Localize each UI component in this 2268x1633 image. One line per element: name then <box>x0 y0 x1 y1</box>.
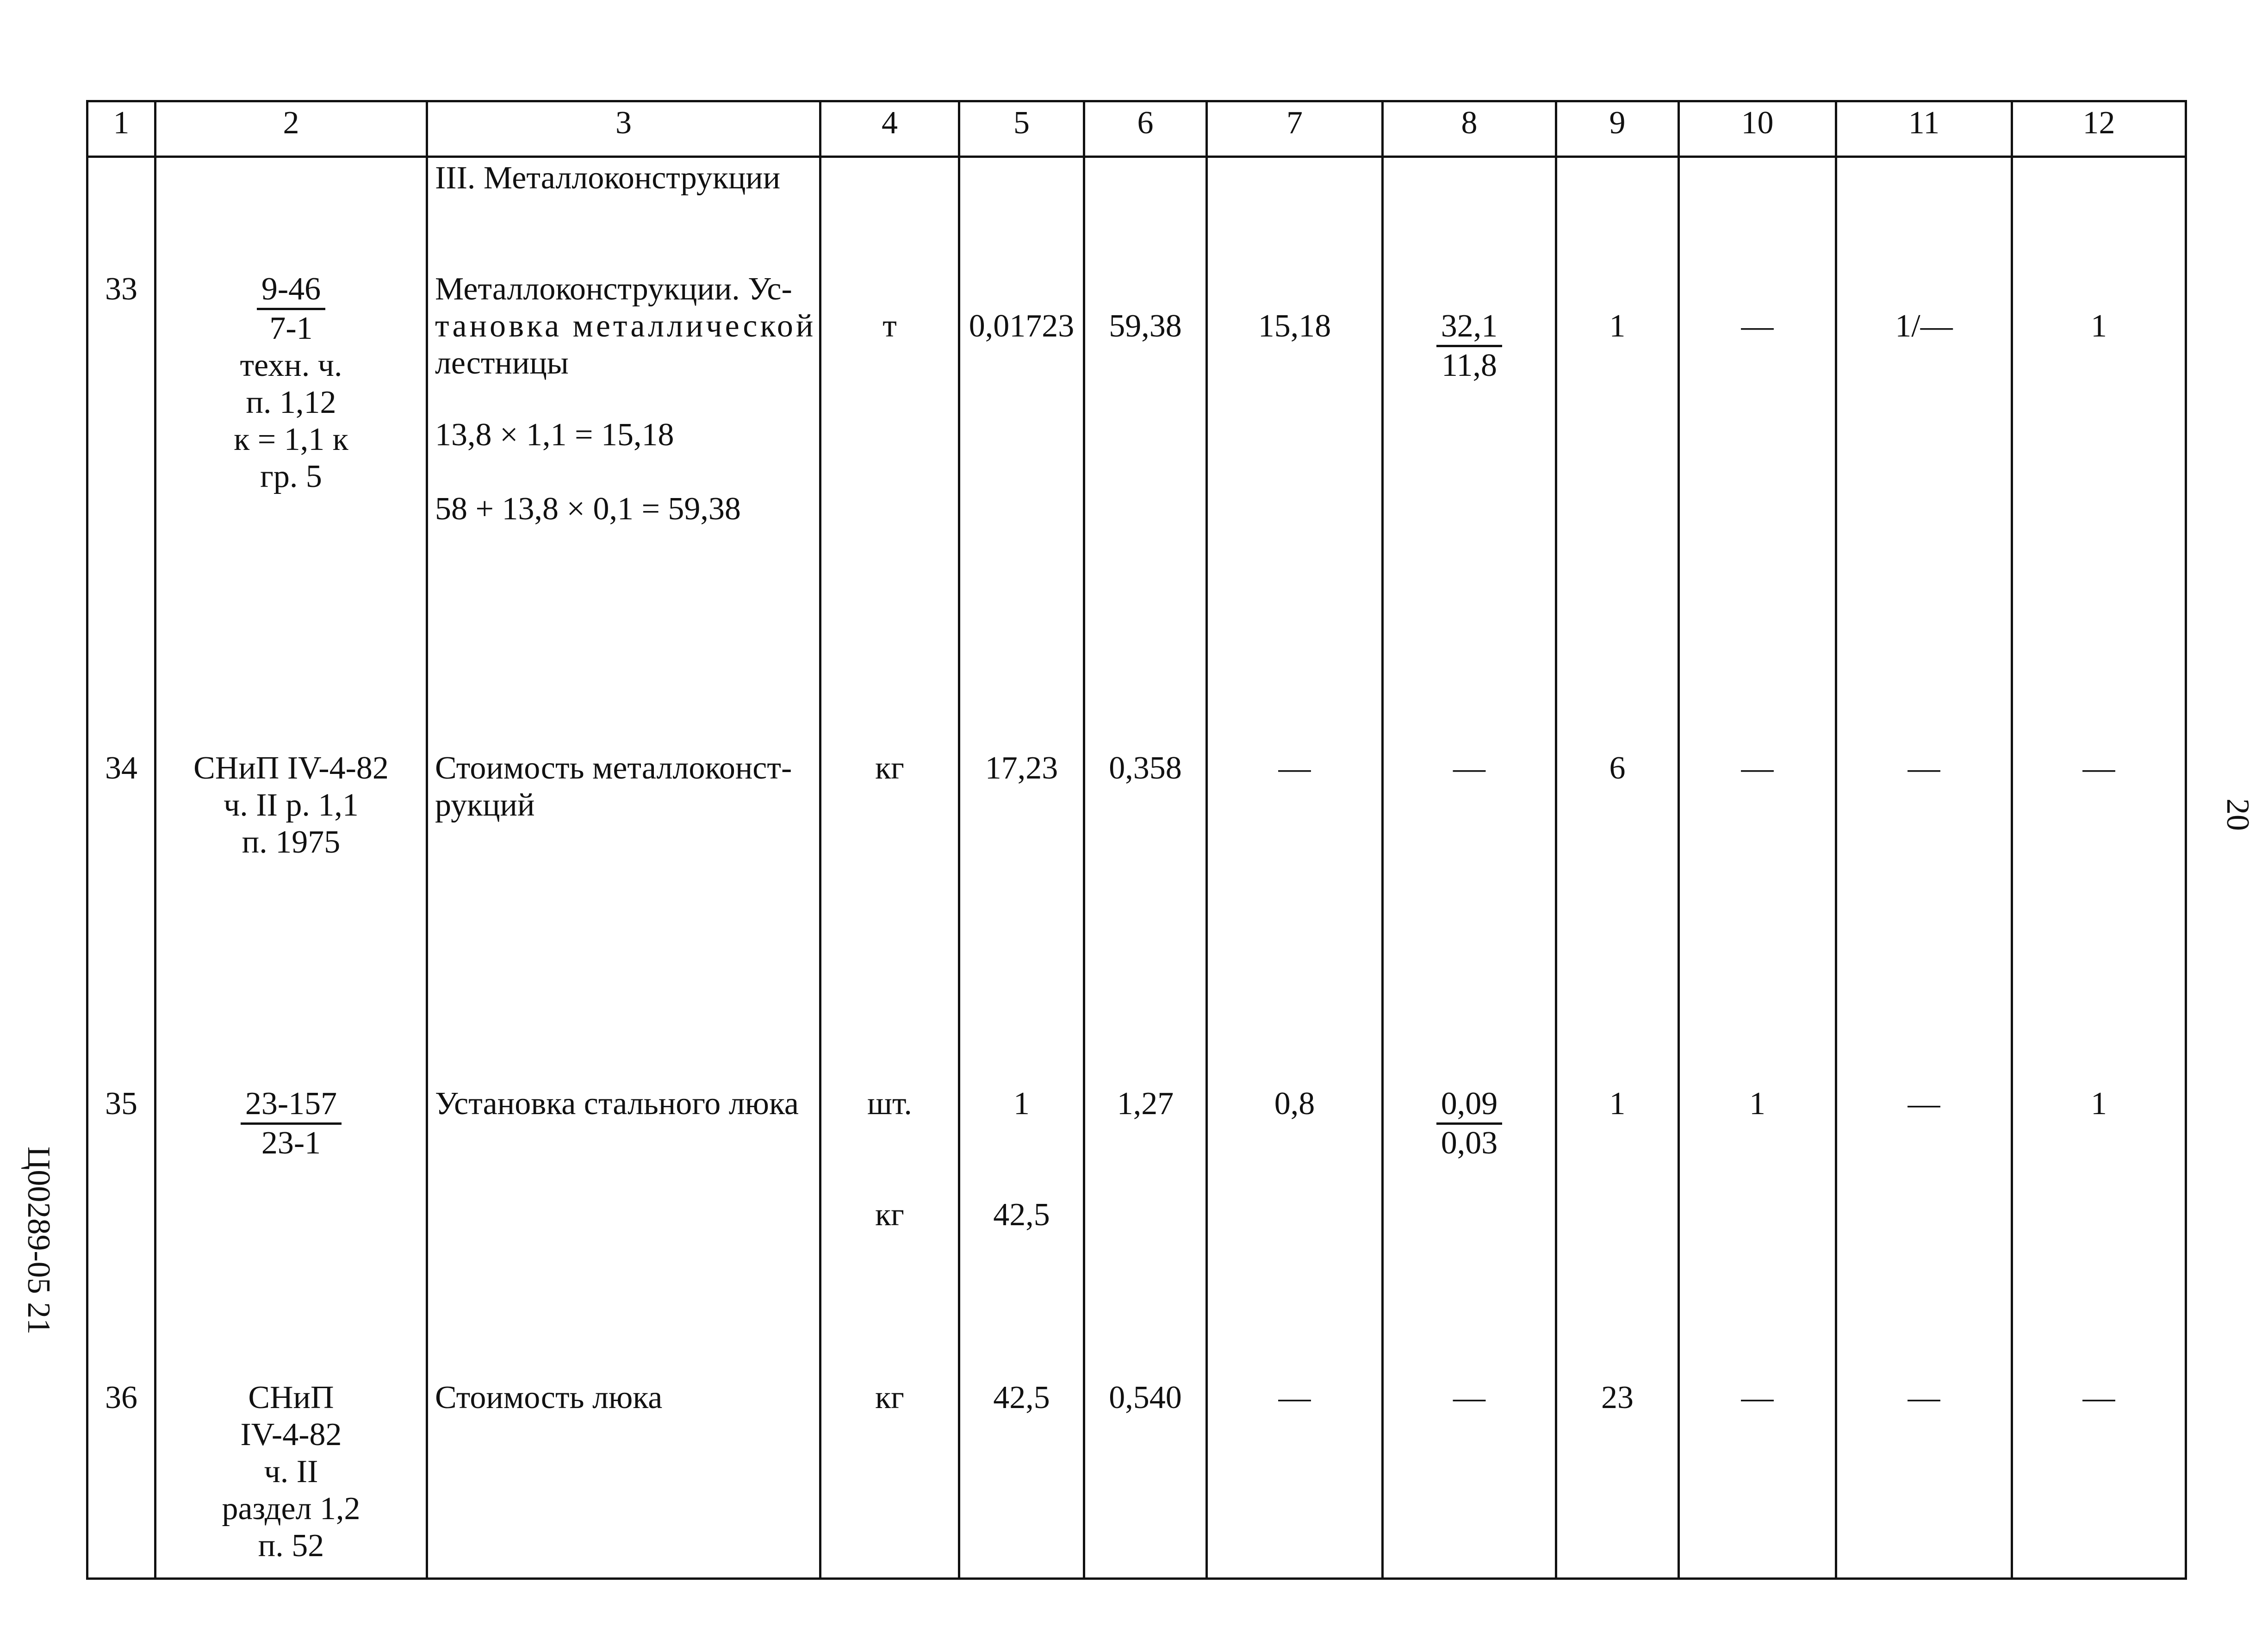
row-description <box>435 271 814 382</box>
reference-line: IV-4-82 <box>240 1417 342 1452</box>
col-7-value: 0,8 <box>1274 1086 1315 1122</box>
row-reference <box>156 1379 426 1564</box>
row-reference <box>156 1085 426 1162</box>
reference-line: ч. II <box>264 1454 318 1490</box>
fraction-top: 32,1 <box>1436 308 1503 347</box>
header-col-6: 6 <box>1137 105 1154 141</box>
col-10-value: — <box>1741 1380 1774 1415</box>
table-top-border <box>86 100 2187 102</box>
col-8-value: — <box>1453 1380 1485 1415</box>
col-9-value: 1 <box>1609 1086 1626 1122</box>
reference-fraction-top: 23-157 <box>241 1085 342 1125</box>
quantity-secondary: 42,5 <box>993 1197 1050 1233</box>
reference-line: СНиП IV-4-82 <box>193 750 389 786</box>
reference-line: п. 1,12 <box>246 385 336 420</box>
header-col-3: 3 <box>615 105 632 141</box>
row-number: 34 <box>105 750 137 786</box>
reference-line: гр. 5 <box>260 459 322 494</box>
quantity: 42,5 <box>993 1380 1050 1415</box>
header-col-11: 11 <box>1908 105 1940 141</box>
reference-fraction-bottom: 23-1 <box>261 1125 321 1161</box>
fraction-bottom: 11,8 <box>1442 348 1497 383</box>
unit: кг <box>875 750 904 786</box>
row-description <box>435 750 814 824</box>
reference-line: раздел 1,2 <box>222 1491 360 1527</box>
calculation-line-1: 13,8 × 1,1 = 15,18 <box>435 417 674 453</box>
header-col-12: 12 <box>2082 105 2115 141</box>
col-8-value: — <box>1453 750 1485 786</box>
header-col-5: 5 <box>1013 105 1030 141</box>
row-number: 35 <box>105 1086 137 1122</box>
col-line-2 <box>426 100 428 1580</box>
table-bottom-border <box>86 1577 2187 1580</box>
col-10-value: — <box>1741 308 1774 344</box>
col-9-value: 1 <box>1609 308 1626 344</box>
unit: кг <box>875 1380 904 1415</box>
col-9-value: 6 <box>1609 750 1626 786</box>
row-number: 33 <box>105 271 137 307</box>
col-7-value: — <box>1278 750 1311 786</box>
reference-fraction-top: 9-46 <box>257 271 325 310</box>
col-10-value: 1 <box>1749 1086 1765 1122</box>
unit-secondary: кг <box>875 1197 904 1233</box>
col-12-value: — <box>2082 750 2115 786</box>
col-12-value: 1 <box>2091 308 2107 344</box>
col-10-value: — <box>1741 750 1774 786</box>
col-6-value: 0,540 <box>1109 1380 1182 1415</box>
reference-line: техн. ч. <box>240 348 342 383</box>
fraction-top: 0,09 <box>1436 1085 1503 1125</box>
reference-line: ч. II р. 1,1 <box>224 787 359 823</box>
col-6-value: 1,27 <box>1117 1086 1174 1122</box>
quantity: 17,23 <box>985 750 1058 786</box>
reference-fraction-bottom: 7-1 <box>269 311 313 346</box>
reference-line: п. 52 <box>258 1528 324 1564</box>
header-col-4: 4 <box>882 105 898 141</box>
col-6-value: 0,358 <box>1109 750 1182 786</box>
quantity: 1 <box>1013 1086 1030 1122</box>
header-col-8: 8 <box>1461 105 1478 141</box>
description-line: Стоимость металлоконст- <box>435 750 792 786</box>
row-description: Стоимость люка <box>435 1380 663 1415</box>
col-line-0 <box>86 100 88 1580</box>
col-11-value: — <box>1908 1086 1940 1122</box>
col-11-value: — <box>1908 750 1940 786</box>
description-line: рукций <box>435 787 535 823</box>
row-reference <box>156 750 426 861</box>
col-8-fraction <box>1384 1085 1555 1162</box>
col-7-value: 15,18 <box>1258 308 1331 344</box>
calculation-line-2: 58 + 13,8 × 0,1 = 59,38 <box>435 491 741 527</box>
header-col-9: 9 <box>1609 105 1626 141</box>
description-line: тановка металлической <box>435 308 816 344</box>
reference-line: СНиП <box>248 1380 334 1415</box>
description-line: лестницы <box>435 345 569 381</box>
header-col-1: 1 <box>113 105 130 141</box>
header-col-2: 2 <box>283 105 299 141</box>
col-12-value: — <box>2082 1380 2115 1415</box>
unit: шт. <box>867 1086 912 1122</box>
header-bottom-border <box>86 156 2187 158</box>
row-reference <box>156 271 426 495</box>
archive-number-label: Ц00289-05 21 <box>21 1146 57 1335</box>
page-number-right: 20 <box>2220 798 2256 831</box>
row-description: Установка стального люка <box>435 1086 799 1122</box>
col-line-12 <box>2185 100 2187 1580</box>
col-6-value: 59,38 <box>1109 308 1182 344</box>
fraction-bottom: 0,03 <box>1441 1125 1498 1161</box>
col-9-value: 23 <box>1601 1380 1634 1415</box>
header-col-10: 10 <box>1741 105 1774 141</box>
col-8-fraction <box>1384 308 1555 384</box>
col-7-value: — <box>1278 1380 1311 1415</box>
col-11-value: 1/— <box>1895 308 1953 344</box>
col-11-value: — <box>1908 1380 1940 1415</box>
reference-line: п. 1975 <box>242 824 341 860</box>
reference-line: к = 1,1 к <box>234 422 348 457</box>
quantity: 0,01723 <box>969 308 1075 344</box>
section-title: III. Металлоконструкции <box>435 160 781 196</box>
description-line: Металлоконструкции. Ус- <box>435 271 792 307</box>
row-number: 36 <box>105 1380 137 1415</box>
unit: т <box>882 308 897 344</box>
col-12-value: 1 <box>2091 1086 2107 1122</box>
header-col-7: 7 <box>1286 105 1303 141</box>
